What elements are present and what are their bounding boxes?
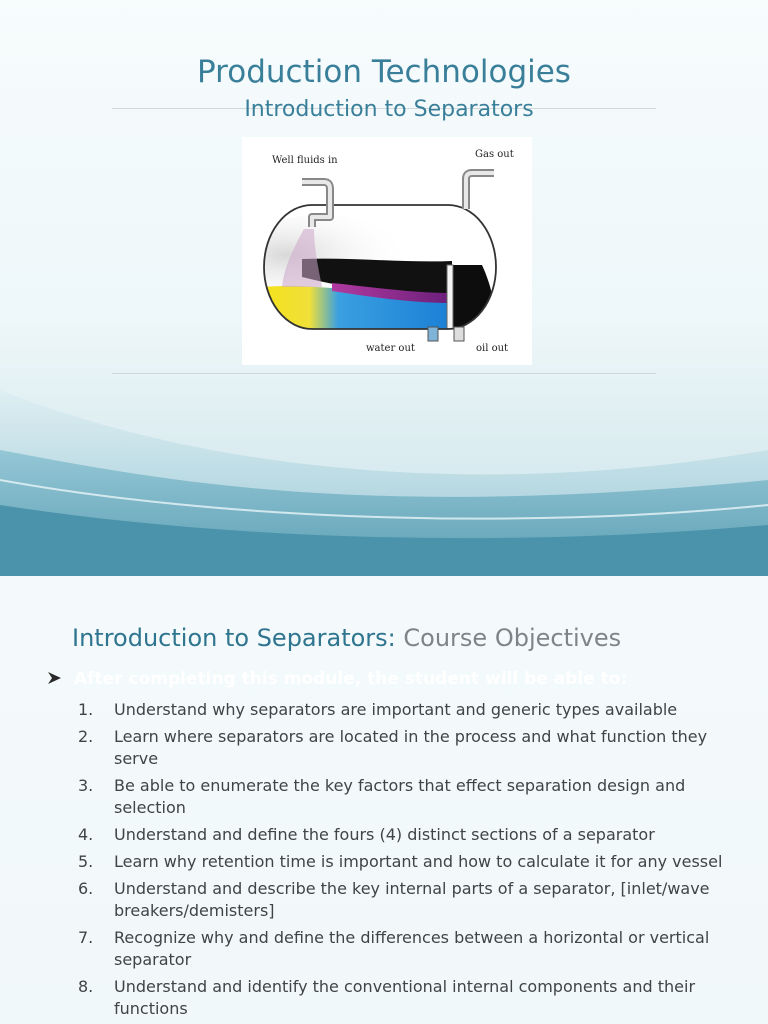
objectives-slide	[0, 576, 768, 1024]
diagram-divider	[112, 373, 656, 374]
objectives-title	[72, 624, 621, 652]
objectives-list	[70, 699, 730, 1024]
list-item: 8. Understand and identify the conventional internal components and their functions	[78, 977, 696, 1018]
list-item: 5. Learn why retention time is important and how to calculate it for any vessel	[78, 852, 723, 871]
objectives-title-suffix: Course Objectives	[403, 624, 622, 652]
wave-background	[0, 330, 768, 576]
label-oil-out: oil out	[476, 343, 509, 354]
separator-diagram	[242, 137, 532, 365]
list-item: 6. Understand and describe the key internal parts of a separator, [inlet/wave breakers/demisters]	[78, 879, 710, 920]
objectives-title-main: Introduction to Separators:	[72, 624, 396, 652]
list-item: 1. Understand why separators are important and generic types available	[78, 700, 678, 719]
label-gas-out: Gas out	[475, 149, 514, 160]
list-item: 3. Be able to enumerate the key factors that effect separation design and selection	[78, 776, 686, 817]
list-item: 7. Recognize why and define the differences between a horizontal or vertical separator	[78, 928, 710, 969]
intro-bullet-text: After completing this module, the student will be able to:	[74, 669, 628, 689]
slide-subtitle: Introduction to Separators	[244, 97, 534, 122]
slide-title: Production Technologies	[197, 54, 571, 90]
label-water-out: water out	[366, 343, 415, 354]
intro-bullet	[46, 669, 726, 691]
list-item: 2. Learn where separators are located in the process and what function they serve	[78, 727, 708, 768]
arrow-bullet-icon	[46, 669, 64, 687]
list-item: 4. Understand and define the fours (4) distinct sections of a separator	[78, 825, 655, 844]
label-well-fluids-in: Well fluids in	[272, 155, 338, 166]
